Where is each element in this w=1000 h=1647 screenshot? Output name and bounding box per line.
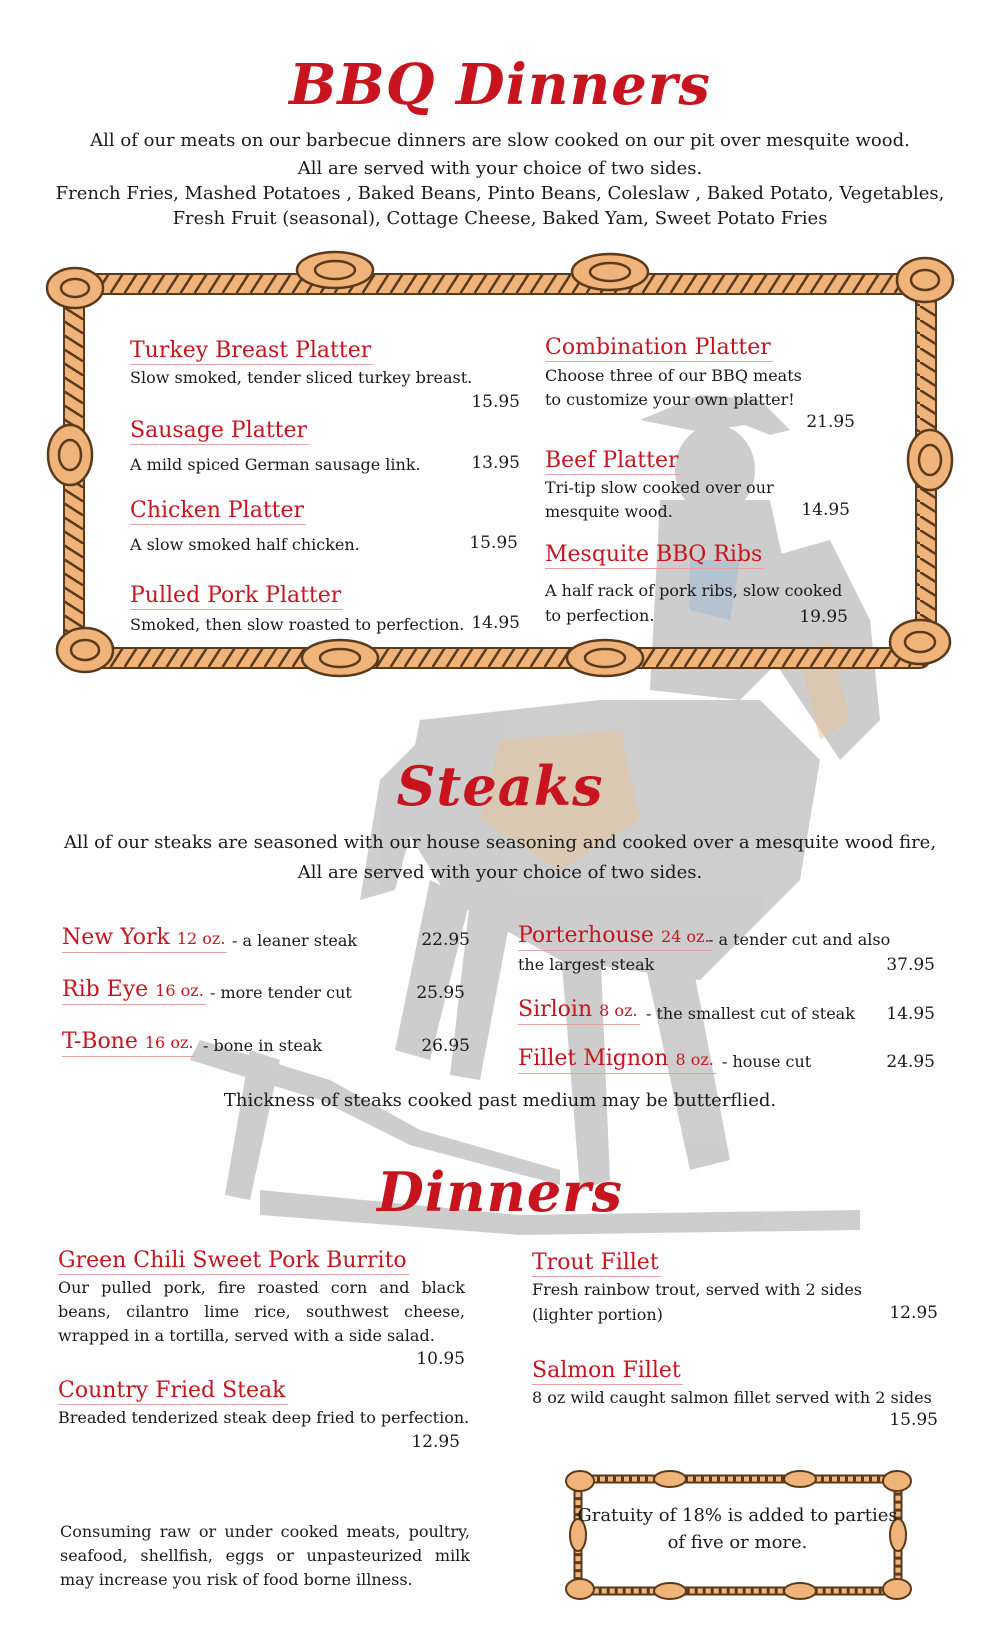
rope-frame [40, 250, 960, 730]
fillet-mignon-desc: - house cut [722, 1052, 812, 1071]
dinners-title: Dinners [376, 1160, 624, 1224]
steaks-intro-1: All of our steaks are seasoned with our house seasoning and cooked over a mesquite wood fire, [63, 832, 937, 853]
mesquite-bbq-ribs-desc-1: A half rack of pork ribs, slow cooked [545, 581, 843, 600]
sirloin-price: 14.95 [886, 1004, 935, 1024]
rib-eye-desc: - more tender cut [210, 983, 352, 1002]
porterhouse-name [518, 923, 712, 951]
pulled-pork-platter-price: 14.95 [471, 613, 520, 633]
fillet-mignon-oz: 8 oz. [675, 1050, 714, 1069]
food-safety-warning: Consuming raw or under cooked meats, poultry, seafood, shellfish, eggs or unpasteurized milk may increase you risk of food borne illness. [60, 1522, 470, 1589]
beef-platter-desc-1: Tri-tip slow cooked over our [545, 478, 774, 497]
bbq-sides-1: French Fries, Mashed Potatoes , Baked Beans, Pinto Beans, Coleslaw , Baked Potato, Vegetables, [55, 183, 945, 204]
t-bone-oz: 16 oz. [144, 1033, 194, 1052]
beef-platter-desc-2: mesquite wood. [545, 502, 673, 521]
green-chili-burrito-price: 10.95 [416, 1349, 465, 1369]
mesquite-bbq-ribs-price: 19.95 [799, 607, 848, 627]
turkey-breast-platter-desc: Slow smoked, tender sliced turkey breast. [130, 368, 473, 387]
rib-eye-label: Rib Eye [62, 977, 149, 1002]
turkey-breast-platter-name: Turkey Breast Platter [130, 338, 372, 363]
salmon-fillet-name: Salmon Fillet [532, 1358, 681, 1383]
gratuity-notice: Gratuity of 18% is added to parties of five or more. [577, 1505, 898, 1553]
beef-platter-name: Beef Platter [545, 448, 679, 473]
new-york-label: New York [62, 925, 170, 950]
green-chili-burrito-desc: Our pulled pork, fire roasted corn and black beans, cilantro lime rice, southwest cheese, wrapped in a tortilla, served with a side salad. [58, 1278, 465, 1345]
t-bone-label: T-Bone [62, 1029, 138, 1054]
sirloin-name [518, 997, 640, 1025]
salmon-fillet-desc: 8 oz wild caught salmon fillet served with 2 sides [532, 1388, 932, 1407]
bbq-intro-2: All are served with your choice of two sides. [297, 158, 703, 179]
salmon-fillet-price: 15.95 [889, 1410, 938, 1430]
pulled-pork-platter-desc: Smoked, then slow roasted to perfection. [130, 615, 465, 634]
green-chili-burrito-name: Green Chili Sweet Pork Burrito [58, 1248, 407, 1273]
new-york-price: 22.95 [421, 930, 470, 950]
sausage-platter-desc: A mild spiced German sausage link. [130, 455, 421, 474]
bbq-title: BBQ Dinners [289, 52, 711, 118]
t-bone-desc: - bone in steak [203, 1036, 323, 1055]
combination-platter-name: Combination Platter [545, 335, 771, 360]
porterhouse-price: 37.95 [886, 955, 935, 975]
combination-platter-desc-1: Choose three of our BBQ meats [545, 366, 802, 385]
beef-platter-price: 14.95 [801, 500, 850, 520]
country-fried-steak-desc: Breaded tenderized steak deep fried to perfection. [58, 1408, 470, 1427]
new-york-desc: - a leaner steak [232, 931, 358, 950]
bbq-sides-2: Fresh Fruit (seasonal), Cottage Cheese, Baked Yam, Sweet Potato Fries [172, 208, 828, 229]
trout-fillet-name: Trout Fillet [532, 1250, 659, 1275]
combination-platter-desc-2: to customize your own platter! [545, 390, 795, 409]
rib-eye-price: 25.95 [416, 983, 465, 1003]
mesquite-bbq-ribs-desc-2: to perfection. [545, 606, 655, 625]
country-fried-steak-name: Country Fried Steak [58, 1378, 286, 1403]
fillet-mignon-price: 24.95 [886, 1052, 935, 1072]
sirloin-label: Sirloin [518, 997, 593, 1022]
new-york-name [62, 925, 227, 953]
trout-fillet-desc-2: (lighter portion) [532, 1305, 663, 1324]
trout-fillet-desc-1: Fresh rainbow trout, served with 2 sides [532, 1280, 863, 1299]
sirloin-oz: 8 oz. [599, 1001, 638, 1020]
sausage-platter-name: Sausage Platter [130, 418, 308, 443]
new-york-oz: 12 oz. [176, 929, 226, 948]
rib-eye-oz: 16 oz. [155, 981, 204, 1000]
turkey-breast-platter-price: 15.95 [471, 392, 520, 412]
rib-eye-name [62, 977, 206, 1005]
steaks-title: Steaks [396, 754, 604, 818]
fillet-mignon-label: Fillet Mignon [518, 1046, 669, 1071]
chicken-platter-price: 15.95 [469, 533, 518, 553]
pulled-pork-platter-name: Pulled Pork Platter [130, 583, 342, 608]
bbq-intro-1: All of our meats on our barbecue dinners are slow cooked on our pit over mesquite wood. [90, 130, 910, 151]
chicken-platter-name: Chicken Platter [130, 498, 305, 523]
country-fried-steak-price: 12.95 [411, 1432, 460, 1452]
porterhouse-oz: 24 oz. [660, 927, 710, 946]
sirloin-desc: - the smallest cut of steak [646, 1004, 855, 1023]
t-bone-name [62, 1029, 195, 1057]
porterhouse-desc-1: - a tender cut and also [708, 930, 891, 949]
combination-platter-price: 21.95 [806, 412, 855, 432]
fillet-mignon-name [518, 1046, 716, 1074]
sausage-platter-price: 13.95 [471, 453, 520, 473]
steaks-intro-2: All are served with your choice of two sides. [297, 862, 703, 883]
mesquite-bbq-ribs-name: Mesquite BBQ Ribs [545, 542, 763, 567]
chicken-platter-desc: A slow smoked half chicken. [130, 535, 360, 554]
steaks-note: Thickness of steaks cooked past medium may be butterflied. [223, 1090, 777, 1111]
trout-fillet-price: 12.95 [889, 1303, 938, 1323]
porterhouse-desc-2: the largest steak [518, 955, 655, 974]
t-bone-price: 26.95 [421, 1036, 470, 1056]
porterhouse-label: Porterhouse [518, 923, 654, 948]
